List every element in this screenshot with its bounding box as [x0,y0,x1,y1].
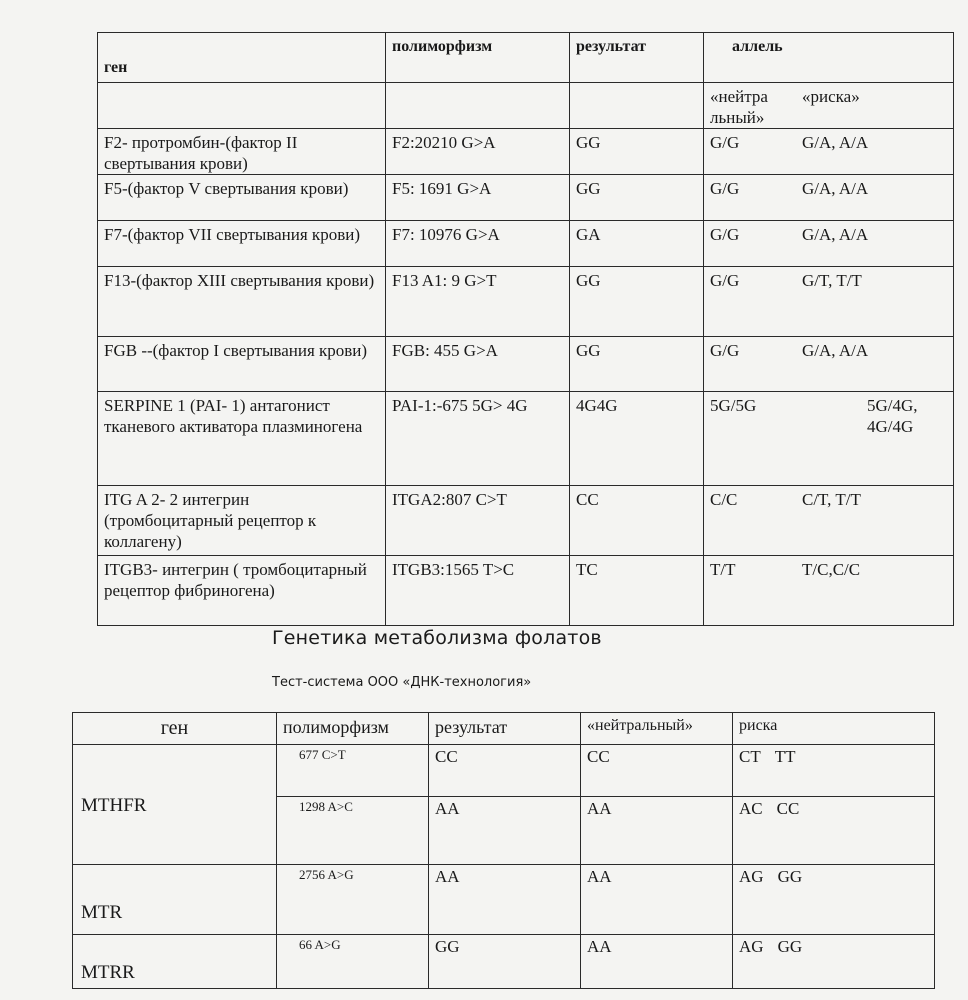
result-cell: AA [429,797,581,865]
polymorphism-cell: ITGB3:1565 T>C [386,556,570,626]
result-cell: GG [570,267,704,337]
gene-cell: F5-(фактор V свертывания крови) [98,175,386,221]
risk-genotype: TT [774,747,796,766]
header-result: результат [429,713,581,745]
risk-allele-cell: G/A, A/A [802,225,869,244]
header-polymorphism: полиморфизм [277,713,429,745]
result-cell: CC [570,486,704,556]
polymorphism-cell: ITGA2:807 C>T [386,486,570,556]
table-row [98,337,954,392]
risk-cell [733,745,935,797]
neutral-allele-cell: T/T [710,560,736,579]
table-row [98,556,954,626]
header-polymorphism: полиморфизм [386,33,570,83]
result-cell: GG [570,337,704,392]
header-gene: ген [73,713,277,745]
neutral-allele-cell: G/G [710,179,740,198]
polymorphism-cell: 2756 A>G [277,865,429,935]
table-row [98,267,954,337]
risk-allele-cell: G/A, A/A [802,341,869,360]
header-allele: аллель [704,33,954,83]
subheader-row [98,83,954,129]
polymorphism-cell: F7: 10976 G>A [386,221,570,267]
risk-genotype: AC [739,799,763,818]
neutral-allele-cell: G/G [710,133,740,152]
risk-genotype: AG [739,937,764,956]
risk-cell [733,865,935,935]
neutral-allele-cell: 5G/5G [710,396,757,415]
risk-genotype: GG [777,867,803,886]
polymorphism-cell: F13 A1: 9 G>T [386,267,570,337]
risk-allele-cell: G/T, T/T [802,271,862,290]
neutral-cell: AA [581,935,733,989]
neutral-allele-cell: G/G [710,225,740,244]
gene-cell: ITGB3- интегрин ( тромбоцитарный рецептор фибриногена) [98,556,386,626]
risk-genotype: AG [739,867,764,886]
result-cell: 4G4G [570,392,704,486]
result-cell: GG [570,175,704,221]
polymorphism-cell: 1298 A>C [277,797,429,865]
result-cell: AA [429,865,581,935]
header-row [98,33,954,83]
header-result: результат [570,33,704,83]
subheader-neutral: «нейтра льный» [710,87,768,127]
result-cell: GG [570,129,704,175]
risk-allele-cell: G/A, A/A [802,179,869,198]
header-neutral: «нейтральный» [581,713,733,745]
folate-metabolism-table [72,712,935,989]
gene-cell: ITG A 2- 2 интегрин (тромбоцитарный рецептор к коллагену) [98,486,386,556]
gene-cell: F7-(фактор VII свертывания крови) [98,221,386,267]
neutral-cell: AA [581,797,733,865]
polymorphism-cell: F5: 1691 G>A [386,175,570,221]
risk-cell [733,935,935,989]
table-row [98,392,954,486]
gene-cell: SERPINE 1 (PAI- 1) антагонист тканевого активатора плазминогена [98,392,386,486]
risk-allele-cell: G/A, A/A [802,133,869,152]
polymorphism-cell: 66 A>G [277,935,429,989]
polymorphism-cell: FGB: 455 G>A [386,337,570,392]
section-title: Генетика метаболизма фолатов [272,627,602,649]
result-cell: CC [429,745,581,797]
polymorphism-cell: PAI-1:-675 5G> 4G [386,392,570,486]
polymorphism-cell: F2:20210 G>A [386,129,570,175]
neutral-allele-cell: C/C [710,490,738,509]
table-row [98,486,954,556]
coagulation-genes-table [97,32,954,626]
gene-cell: MTHFR [73,745,277,865]
table-row [98,175,954,221]
gene-cell: MTRR [73,935,277,989]
table-row [98,129,954,175]
table-row [73,865,935,935]
gene-cell: FGB --(фактор I свертывания крови) [98,337,386,392]
header-risk: риска [733,713,935,745]
header-row [73,713,935,745]
table-row [98,221,954,267]
gene-cell: MTR [73,865,277,935]
table-row [73,935,935,989]
table-row [73,745,935,797]
neutral-cell: AA [581,865,733,935]
risk-cell [733,797,935,865]
neutral-cell: CC [581,745,733,797]
neutral-allele-cell: G/G [710,341,740,360]
risk-allele-cell: T/C,C/C [802,560,861,579]
result-cell: GA [570,221,704,267]
gene-cell: F13-(фактор XIII свертывания крови) [98,267,386,337]
risk-genotype: CC [776,799,800,818]
risk-genotype: GG [777,937,803,956]
risk-genotype: CT [739,747,761,766]
neutral-allele-cell: G/G [710,271,740,290]
section-subtitle: Тест-система ООО «ДНК-технология» [272,675,532,690]
risk-allele-cell: 5G/4G, 4G/4G [867,396,918,436]
result-cell: GG [429,935,581,989]
result-cell: TC [570,556,704,626]
risk-allele-cell: C/T, T/T [802,490,861,509]
polymorphism-cell: 677 C>T [277,745,429,797]
gene-cell: F2- протромбин-(фактор II свертывания крови) [98,129,386,175]
subheader-risk: «риска» [802,87,860,106]
header-gene: ген [98,33,386,83]
